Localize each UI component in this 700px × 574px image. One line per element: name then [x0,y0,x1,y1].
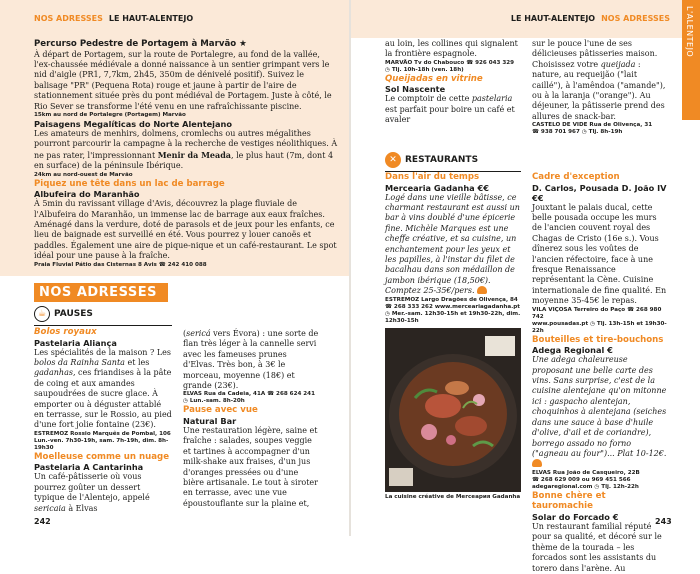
entry-hours: ◷ Tlj. 10h-18h (ven. 18h) [385,66,464,73]
category-restaurants [385,152,478,168]
section-heading: Pause avec vue [183,405,258,416]
entry-text: Une adega chaleureuse proposant une belle carte des vins. Sans surprise, c'est de la cuisine alentejane qu'on mitonne ici : gaspacho alentejan, choquinhos à alentejana (seiches dans une sauce à base d'huile d'olive, d'ail et de coriandre), borrego assado no forno ("agneau au four")... Plat 10-12€. [532,355,668,469]
entry-meta: VILA VIÇOSA Terreiro do Paço ☎ 268 980 742 [532,306,662,320]
entry-meta: 15km au nord de Portalegre (Portagem) Marvão [34,112,186,119]
right-column-1 [385,172,521,325]
entry-meta: Praia Fluvial Pátio das Cisternas 8 Avis ☎ 242 410 088 [34,261,207,268]
entry-text: À départ de Portagem, sur la route de Portalegre, au fond de la vallée, l'ex-chaussée médiévale a donné naissance à un sentier grimpant vers le nid d'aigle (PR1, 7,7km, 2h45, 350m de dénivelé positif). Suivez le balisage "PR" (Pequena Rota) rouge et jaune à partir de l'aire de stationnement située près du pont médiéval de Portagem. Juste à côté, le Rio Sever se transforme l'été venu en une rafraîchissante piscine. [34,49,332,111]
fork-knife-icon: ✕ [385,152,401,168]
entry-meta: CASTELO DE VIDE Rua de Olivença, 31 [532,122,653,129]
section-heading: Moelleuse comme un nuage [34,451,170,462]
food-photo-illustration [385,328,521,492]
clock-icon: ◷ [581,129,587,136]
category-label: RESTAURANTS [405,155,479,165]
entry-hours: adegaregional.com ◷ Tlj. 12h-22h [532,483,639,490]
heart-icon [477,286,487,294]
section-heading: Bolos royaux [34,327,97,337]
right-column-1-top [385,39,521,126]
section-heading: Piquez une tête dans un lac de barrage [34,178,225,189]
entry-title: Mercearia Gadanha €€ [385,182,489,193]
entry-meta: ELVAS Rua João de Casqueiro, 22B [532,469,640,476]
clock-icon: ◷ [590,320,595,327]
section-heading: Queijadas en vitrine [385,73,483,84]
clock-icon: ◷ [183,398,188,405]
entry-meta: ELVAS Rua da Cadeia, 41A ☎ 268 624 241 [183,391,315,398]
entry-text: Les spécialités de la maison ? Les bolos da Rainha Santa et les gadanhas, ces friandises à la pâte de coing et aux amandes saupoudrées de sucre glace. À emporter ou à déguster attablé en terrasse, sur le Rossio, au pied d'une fort jolie fontaine (23€). [34,347,172,430]
entry-title: Sol Nascente [385,84,446,95]
right-column-2-top [532,39,668,136]
section-heading: Bouteilles et tire-bouchons [532,334,664,345]
entry-text: Un café-pâtisserie où vous pourrez goûter un dessert typique de l'Alentejo, appelé sericaia à Elvas [34,472,150,513]
entry-text: Le comptoir de cette pastelaria est parfait pour boire un café et avaler [385,94,515,125]
phone-icon: ☎ [466,59,474,66]
section-heading: Dans l'air du temps [385,172,480,182]
running-head-section: NOS ADRESSES [34,14,103,23]
entry-title: Albufeira do Maranhão [34,189,140,200]
entry-title: Pastelaria A Cantarinha [34,462,144,473]
clock-icon: ◷ [385,310,390,317]
entry-title: Natural Bar [183,416,237,427]
side-tab [682,0,700,120]
phone-icon: ☎ [267,391,275,398]
side-tab-label: L'ALENTEJO [685,6,694,58]
phone-icon: ☎ [532,476,539,483]
phone-icon: ☎ [158,261,166,268]
page-number-right: 243 [655,517,672,526]
entry-meta: MARVÃO Tv do Chabouco ☎ 926 043 329 [385,59,515,66]
clock-icon: ◷ [385,66,390,73]
running-head-section: NOS ADRESSES [601,14,670,23]
clock-icon: ◷ [594,483,600,490]
entry-hours: ◷ Mer.-sam. 12h30-15h et 19h30-22h, dim. 12h30-15h [385,310,521,324]
heart-icon [532,459,542,467]
entry-title: Percurso Pedestre de Portagem à Marvão ★ [34,39,247,49]
entry-text: Les amateurs de menhirs, dolmens, cromlechs ou autres mégalithes pourront parcourir la campagne à la recherche de vestiges néolithiques. À ne pas rater, l'impressionnant Menir da Meada, le plus haut (7m, dont 4 en surface) de la péninsule Ibérique. [34,129,338,171]
food-photo [385,328,521,492]
entry-text: (sericá vers Évora) : une sorte de flan très léger à la cannelle servi avec les fameuses prunes d'Elvas. Très bon, à 3€ le morceau, moyenne (18€) et grande (23€). [183,329,319,391]
entry-hours: ◷ Lun.-sam. 8h-20h [183,398,245,405]
right-column-2 [532,172,668,574]
entry-hours: Lun.-ven. 7h30-19h, sam. 7h-19h, dim. 8h-19h30 [34,437,169,451]
entry-contact: ☎ 268 333 262 www.merceariagadanha.pt [385,303,520,310]
entry-text: au loin, les collines qui signalent la frontière espagnole. [385,39,518,59]
entry-text: Logé dans une vieille bâtisse, ce charmant restaurant est aussi un bar à vins doublé d'une épicerie fine. Michèle Marques est une cheffe créative, et sa cuisine, un enchantement pour les yeux et les papilles, à l'instar du filet de bacalhau dans son médaillon de jambon ibérique (18,50€). Comptez 25-35€/pers. [385,192,520,296]
phone-icon: ☎ [532,129,539,136]
entry-contact: ☎ 268 629 009 ou 969 451 566 [532,476,631,483]
entry-title: Solar do Forcado € [532,511,619,522]
running-head-region: LE HAUT-ALENTEJO [108,14,194,23]
star-icon: ★ [239,39,247,49]
phone-icon: ☎ [385,303,392,310]
left-top-column [34,39,339,269]
entry-title: D. Carlos, Pousada D. João IV €€ [532,182,667,203]
divider [34,325,172,326]
entry-title: Adega Regional € [532,345,613,356]
entry-title: Pastelaria Aliança [34,337,117,348]
category-pauses [34,306,93,322]
left-column-1 [34,327,172,514]
running-head-region: LE HAUT-ALENTEJO [510,14,596,23]
entry-contact: www.pousadas.pt ◷ Tlj. 13h-15h et 19h30-22h [532,320,667,334]
coffee-cup-icon: ☕ [34,306,50,322]
running-head-left [34,14,193,23]
entry-text: sur le pouce l'une de ses délicieuses pâtisseries maison. Choisissez votre queijada : nature, au requeijão ("lait caillé"), à l'amêndoa ("amande"), ou à la laranja ("orange"). Au déjeuner, la pâtisserie prend des allures de snack-bar. [532,39,666,121]
entry-text: À 5min du ravissant village d'Avis, découvrez la plage fluviale de l'Albufeira do Maranhão, un immense lac de barrage aux eaux fraîches. Aménagé dans la verdure, doté de parasols et de jeux pour les enfants, ce lieu de baignade est surveillé en été. Vous pourrez y louer canoës et paddles. Également une aire de pique-nique et un café-restaurant. Le spot idéal pour une pause à la fraîche. [34,199,337,261]
entry-meta: ESTREMOZ Largo Dragões de Olivença, 84 [385,296,518,303]
entry-hours: ☎ 938 701 967 ◷ Tlj. 8h-19h [532,129,623,136]
section-heading: Bonne chère et tauromachie [532,490,606,512]
nos-adresses-badge: NOS ADRESSES [34,283,168,302]
entry-title: Paisagens Megalíticas do Norte Alentejano [34,119,232,130]
gutter [349,0,351,536]
entry-text: Jouxtant le palais ducal, cette belle pousada occupe les murs de l'ancien couvent royal des Chagas de Cristo (16e s.). Vous dînerez sous les voûtes de l'ancien réfectoire, face à une fresque Renaissance représentant la Cène. Cuisine internationale de fine qualité. En moyenne 35-45€ le repas. [532,202,667,306]
phone-icon: ☎ [627,306,635,313]
left-column-2 [183,329,319,509]
category-label: PAUSES [54,309,93,319]
entry-meta: 24km au nord-ouest de Marvão [34,171,133,178]
section-heading: Cadre d'exception [532,172,620,182]
entry-meta: ESTREMOZ Rossio Marquês de Pombal, 106 [34,430,171,437]
entry-text: Un restaurant familial réputé pour sa qualité, et décoré sur le thème de la tourada – les forcados sont les assistants du torero dans l'arène. Au [532,521,662,573]
photo-caption: La cuisine créative de Merceария Gadanha [385,494,521,500]
running-head-right [511,14,670,23]
entry-text: Une restauration légère, saine et fraîche : salades, soupes veggie et tartines à accompagner d'un milk-shake aux fraises, d'un jus d'oranges pressées ou d'une bière artisanale. Le tout à siroter en terrasse, avec une vue époustouflante sur la plaine et, [183,426,318,508]
page-number-left: 242 [34,517,51,526]
